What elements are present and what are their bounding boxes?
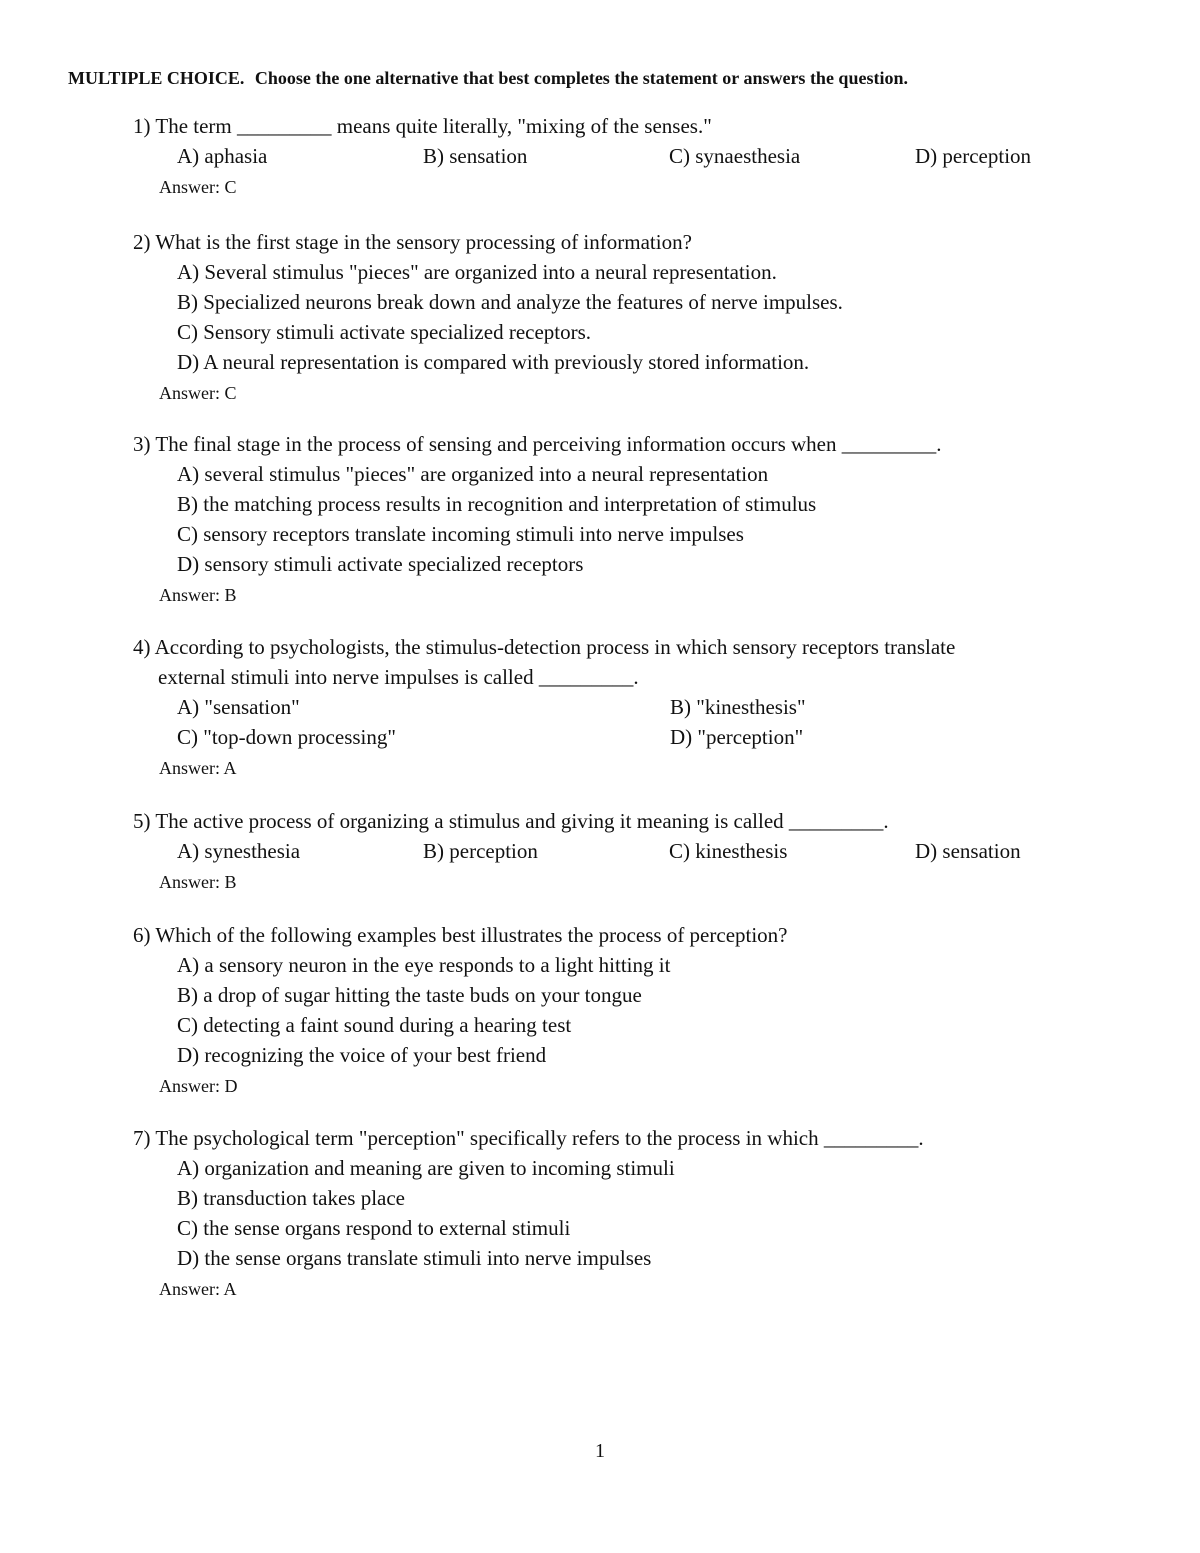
instructions-header bbox=[68, 68, 908, 89]
options-row bbox=[133, 836, 1133, 866]
option-a: A) a sensory neuron in the eye responds to a light hitting it bbox=[177, 953, 671, 977]
option-b: B) "kinesthesis" bbox=[670, 695, 806, 719]
option-b: B) the matching process results in recognition and interpretation of stimulus bbox=[177, 492, 817, 516]
option-d: D) recognizing the voice of your best friend bbox=[177, 1043, 547, 1067]
question-stem: 7) The psychological term "perception" specifically refers to the process in which _________. bbox=[133, 1126, 924, 1150]
question-1 bbox=[133, 111, 1133, 201]
answer-key: Answer: C bbox=[159, 177, 237, 197]
option-b: B) perception bbox=[423, 839, 538, 863]
option-a: A) Several stimulus "pieces" are organized into a neural representation. bbox=[177, 260, 777, 284]
question-2 bbox=[133, 227, 1133, 407]
option-c: C) synaesthesia bbox=[669, 144, 801, 168]
option-b: B) sensation bbox=[423, 144, 528, 168]
question-stem-continued: external stimuli into nerve impulses is called _________. bbox=[158, 665, 639, 689]
question-stem: 2) What is the first stage in the sensory processing of information? bbox=[133, 230, 692, 254]
question-stem: 4) According to psychologists, the stimulus-detection process in which sensory receptors translate bbox=[133, 635, 956, 659]
option-d: D) sensory stimuli activate specialized receptors bbox=[177, 552, 584, 576]
option-b: B) a drop of sugar hitting the taste buds on your tongue bbox=[177, 983, 642, 1007]
option-d: D) A neural representation is compared with previously stored information. bbox=[177, 350, 810, 374]
option-d: D) the sense organs translate stimuli into nerve impulses bbox=[177, 1246, 652, 1270]
option-a: A) "sensation" bbox=[177, 695, 300, 719]
answer-key: Answer: A bbox=[159, 1279, 237, 1299]
option-c: C) the sense organs respond to external stimuli bbox=[177, 1216, 571, 1240]
option-a: A) aphasia bbox=[177, 144, 268, 168]
answer-key: Answer: B bbox=[159, 585, 237, 605]
options-row bbox=[133, 722, 1133, 752]
question-3 bbox=[133, 429, 1133, 609]
question-stem: 1) The term _________ means quite literally, "mixing of the senses." bbox=[133, 114, 712, 138]
option-a: A) organization and meaning are given to incoming stimuli bbox=[177, 1156, 675, 1180]
question-7 bbox=[133, 1123, 1133, 1303]
option-a: A) synesthesia bbox=[177, 839, 301, 863]
question-stem: 3) The final stage in the process of sensing and perceiving information occurs when _________. bbox=[133, 432, 942, 456]
option-a: A) several stimulus "pieces" are organized into a neural representation bbox=[177, 462, 769, 486]
option-b: B) transduction takes place bbox=[177, 1186, 406, 1210]
answer-key: Answer: B bbox=[159, 872, 237, 892]
section-instruction: Choose the one alternative that best completes the statement or answers the question. bbox=[254, 68, 908, 88]
question-6 bbox=[133, 920, 1133, 1100]
question-stem: 5) The active process of organizing a stimulus and giving it meaning is called _________. bbox=[133, 809, 889, 833]
answer-key: Answer: C bbox=[159, 383, 237, 403]
option-b: B) Specialized neurons break down and analyze the features of nerve impulses. bbox=[177, 290, 843, 314]
answer-key: Answer: A bbox=[159, 758, 237, 778]
option-d: D) sensation bbox=[915, 839, 1021, 863]
page-number: 1 bbox=[595, 1440, 605, 1462]
option-c: C) sensory receptors translate incoming stimuli into nerve impulses bbox=[177, 522, 744, 546]
option-d: D) "perception" bbox=[670, 725, 804, 749]
option-c: C) Sensory stimuli activate specialized receptors. bbox=[177, 320, 592, 344]
option-c: C) "top-down processing" bbox=[177, 725, 396, 749]
question-stem: 6) Which of the following examples best illustrates the process of perception? bbox=[133, 923, 788, 947]
section-title: MULTIPLE CHOICE. bbox=[68, 68, 245, 88]
option-c: C) detecting a faint sound during a hearing test bbox=[177, 1013, 572, 1037]
question-4 bbox=[133, 632, 1133, 782]
option-c: C) kinesthesis bbox=[669, 839, 788, 863]
question-5 bbox=[133, 806, 1133, 896]
option-d: D) perception bbox=[915, 144, 1032, 168]
options-row bbox=[133, 141, 1133, 171]
answer-key: Answer: D bbox=[159, 1076, 238, 1096]
options-row bbox=[133, 692, 1133, 722]
